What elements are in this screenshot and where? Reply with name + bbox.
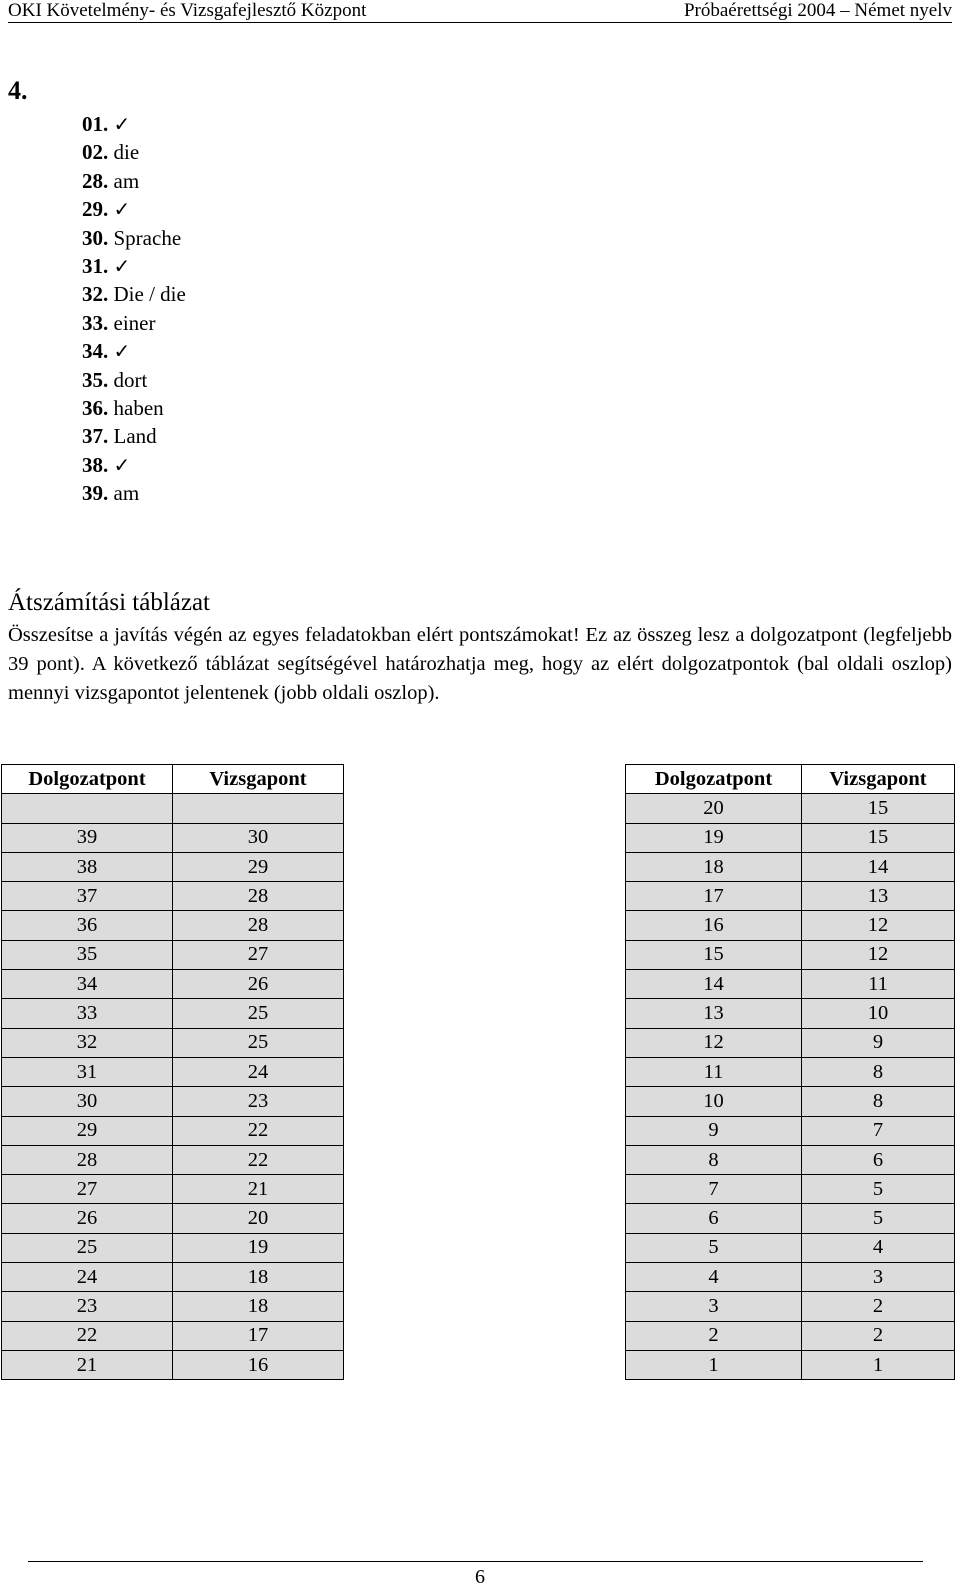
answer-item (82, 337, 186, 365)
column-header-dolgozatpont: Dolgozatpont (2, 765, 173, 794)
vizsgapont-cell: 18 (173, 1292, 344, 1321)
answer-item (82, 394, 186, 422)
dolgozatpont-cell: 2 (626, 1321, 802, 1350)
dolgozatpont-cell: 3 (626, 1292, 802, 1321)
answer-number: 29. (82, 197, 109, 222)
dolgozatpont-cell: 28 (2, 1145, 173, 1174)
vizsgapont-cell: 28 (173, 911, 344, 940)
dolgozatpont-cell: 7 (626, 1175, 802, 1204)
dolgozatpont-cell: 32 (2, 1028, 173, 1057)
dolgozatpont-cell: 34 (2, 970, 173, 999)
vizsgapont-cell: 16 (173, 1350, 344, 1379)
answer-number: 30. (82, 225, 109, 250)
table-row (626, 1087, 955, 1116)
vizsgapont-cell: 6 (802, 1145, 955, 1174)
table-row (2, 1028, 344, 1057)
table-row (626, 823, 955, 852)
dolgozatpont-cell: 21 (2, 1350, 173, 1379)
vizsgapont-cell: 4 (802, 1233, 955, 1262)
answer-list (82, 110, 186, 507)
answer-number: 33. (82, 310, 109, 335)
answer-item (82, 138, 186, 166)
conversion-table-right (625, 764, 955, 1380)
table-row (2, 1263, 344, 1292)
answer-item (82, 451, 186, 479)
table-row (626, 999, 955, 1028)
table-row (626, 1175, 955, 1204)
column-header-vizsgapont: Vizsgapont (802, 765, 955, 794)
conversion-table-left (1, 764, 344, 1380)
table-row (2, 1204, 344, 1233)
vizsgapont-cell: 25 (173, 1028, 344, 1057)
answer-text: dort (113, 367, 148, 392)
table-row (2, 1116, 344, 1145)
vizsgapont-cell: 20 (173, 1204, 344, 1233)
dolgozatpont-cell: 23 (2, 1292, 173, 1321)
vizsgapont-cell: 12 (802, 911, 955, 940)
dolgozatpont-cell: 11 (626, 1057, 802, 1086)
vizsgapont-cell: 23 (173, 1087, 344, 1116)
vizsgapont-cell: 5 (802, 1204, 955, 1233)
table-row (626, 1204, 955, 1233)
dolgozatpont-cell: 12 (626, 1028, 802, 1057)
dolgozatpont-cell: 4 (626, 1263, 802, 1292)
dolgozatpont-cell: 26 (2, 1204, 173, 1233)
dolgozatpont-cell: 5 (626, 1233, 802, 1262)
answer-number: 01. (82, 112, 109, 136)
table-row (2, 1321, 344, 1350)
vizsgapont-cell: 18 (173, 1263, 344, 1292)
dolgozatpont-cell: 13 (626, 999, 802, 1028)
answer-text: am (113, 481, 140, 506)
table-row (2, 1145, 344, 1174)
table-row (626, 1145, 955, 1174)
answer-number: 02. (82, 140, 109, 165)
vizsgapont-cell: 10 (802, 999, 955, 1028)
table-row (626, 882, 955, 911)
section-number: 4. (8, 76, 28, 105)
answer-number: 28. (82, 168, 109, 193)
answer-text: Die / die (113, 282, 186, 307)
dolgozatpont-cell: 16 (626, 911, 802, 940)
vizsgapont-cell: 2 (802, 1292, 955, 1321)
table-row (2, 970, 344, 999)
answer-number: 38. (82, 452, 109, 477)
vizsgapont-cell: 11 (802, 970, 955, 999)
answer-number: 32. (82, 282, 109, 307)
vizsgapont-cell: 13 (802, 882, 955, 911)
dolgozatpont-cell: 25 (2, 1233, 173, 1262)
vizsgapont-cell (173, 794, 344, 823)
vizsgapont-cell: 9 (802, 1028, 955, 1057)
vizsgapont-cell: 3 (802, 1263, 955, 1292)
answer-number: 34. (82, 339, 109, 364)
table-row (626, 1116, 955, 1145)
vizsgapont-cell: 22 (173, 1145, 344, 1174)
vizsgapont-cell: 7 (802, 1116, 955, 1145)
dolgozatpont-cell: 17 (626, 882, 802, 911)
dolgozatpont-cell: 20 (626, 794, 802, 823)
vizsgapont-cell: 5 (802, 1175, 955, 1204)
dolgozatpont-cell: 39 (2, 823, 173, 852)
vizsgapont-cell: 1 (802, 1350, 955, 1379)
vizsgapont-cell: 8 (802, 1087, 955, 1116)
answer-text: am (113, 168, 140, 193)
vizsgapont-cell: 12 (802, 940, 955, 969)
answer-item (82, 110, 186, 138)
dolgozatpont-cell: 10 (626, 1087, 802, 1116)
answer-item (82, 309, 186, 337)
column-header-dolgozatpont: Dolgozatpont (626, 765, 802, 794)
checkmark-icon: ✓ (113, 339, 131, 364)
instruction-paragraph: Összesítse a javítás végén az egyes feladatokban elért pontszámokat! Ez az összeg lesz a dolgozatpont (legfeljebb 39 pont). A következő táblázat segítségével határozhatja meg, hogy az elért dolgozatpontok (bal oldali oszlop) mennyi vizsgapontot jelentenek (jobb oldali oszlop). (8, 624, 952, 704)
table-row (626, 1057, 955, 1086)
conversion-title: Átszámítási táblázat (8, 588, 211, 616)
table-row (626, 1028, 955, 1057)
table-row (626, 1292, 955, 1321)
table-row (626, 911, 955, 940)
answer-item (82, 366, 186, 394)
dolgozatpont-cell: 35 (2, 940, 173, 969)
answer-text: Sprache (113, 225, 182, 250)
vizsgapont-cell: 29 (173, 852, 344, 881)
answer-number: 31. (82, 253, 109, 278)
vizsgapont-cell: 30 (173, 823, 344, 852)
table-row (626, 1263, 955, 1292)
table-row (2, 1087, 344, 1116)
dolgozatpont-cell: 29 (2, 1116, 173, 1145)
column-header-vizsgapont: Vizsgapont (173, 765, 344, 794)
vizsgapont-cell: 27 (173, 940, 344, 969)
dolgozatpont-cell: 36 (2, 911, 173, 940)
vizsgapont-cell: 26 (173, 970, 344, 999)
vizsgapont-cell: 21 (173, 1175, 344, 1204)
answer-item (82, 422, 186, 450)
table-row (626, 940, 955, 969)
table-row (2, 1175, 344, 1204)
table-row (2, 794, 344, 823)
vizsgapont-cell: 2 (802, 1321, 955, 1350)
dolgozatpont-cell: 14 (626, 970, 802, 999)
answer-item (82, 195, 186, 223)
dolgozatpont-cell: 22 (2, 1321, 173, 1350)
dolgozatpont-cell: 37 (2, 882, 173, 911)
dolgozatpont-cell: 38 (2, 852, 173, 881)
table-row (626, 852, 955, 881)
answer-item (82, 252, 186, 280)
checkmark-icon: ✓ (113, 253, 131, 278)
answer-number: 39. (82, 481, 109, 506)
answer-number: 35. (82, 367, 109, 392)
vizsgapont-cell: 17 (173, 1321, 344, 1350)
table-row (626, 1350, 955, 1379)
dolgozatpont-cell: 30 (2, 1087, 173, 1116)
dolgozatpont-cell: 9 (626, 1116, 802, 1145)
answer-item (82, 280, 186, 308)
table-row (2, 940, 344, 969)
vizsgapont-cell: 28 (173, 882, 344, 911)
header-right: Próbaérettségi 2004 – Német nyelv (683, 0, 952, 21)
vizsgapont-cell: 8 (802, 1057, 955, 1086)
table-row (2, 1350, 344, 1379)
vizsgapont-cell: 14 (802, 852, 955, 881)
dolgozatpont-cell: 15 (626, 940, 802, 969)
table-row (626, 970, 955, 999)
dolgozatpont-cell: 18 (626, 852, 802, 881)
answer-text: Land (113, 424, 157, 449)
answer-text: einer (113, 310, 156, 335)
table-row (2, 911, 344, 940)
dolgozatpont-cell: 8 (626, 1145, 802, 1174)
dolgozatpont-cell: 31 (2, 1057, 173, 1086)
vizsgapont-cell: 15 (802, 823, 955, 852)
header-left: OKI Követelmény- és Vizsgafejlesztő Központ (8, 0, 367, 21)
vizsgapont-cell: 25 (173, 999, 344, 1028)
page-header (8, 0, 952, 23)
table-row (2, 1233, 344, 1262)
table-row (2, 852, 344, 881)
dolgozatpont-cell: 27 (2, 1175, 173, 1204)
table-row (2, 1292, 344, 1321)
table-row (626, 1321, 955, 1350)
answer-number: 37. (82, 424, 109, 449)
answer-text: haben (113, 395, 164, 420)
answer-item (82, 167, 186, 195)
checkmark-icon: ✓ (113, 452, 131, 477)
dolgozatpont-cell: 19 (626, 823, 802, 852)
table-row (2, 999, 344, 1028)
checkmark-icon: ✓ (113, 112, 131, 136)
answer-number: 36. (82, 395, 109, 420)
dolgozatpont-cell: 33 (2, 999, 173, 1028)
table-row (2, 882, 344, 911)
dolgozatpont-cell: 24 (2, 1263, 173, 1292)
table-row (2, 823, 344, 852)
checkmark-icon: ✓ (113, 197, 131, 222)
footer-divider (28, 1561, 923, 1562)
vizsgapont-cell: 19 (173, 1233, 344, 1262)
dolgozatpont-cell: 1 (626, 1350, 802, 1379)
table-row (626, 794, 955, 823)
dolgozatpont-cell: 6 (626, 1204, 802, 1233)
answer-item (82, 224, 186, 252)
vizsgapont-cell: 24 (173, 1057, 344, 1086)
answer-item (82, 479, 186, 507)
table-row (626, 1233, 955, 1262)
answer-text: die (113, 140, 140, 165)
page-number: 6 (475, 1566, 485, 1588)
vizsgapont-cell: 15 (802, 794, 955, 823)
dolgozatpont-cell (2, 794, 173, 823)
vizsgapont-cell: 22 (173, 1116, 344, 1145)
table-row (2, 1057, 344, 1086)
